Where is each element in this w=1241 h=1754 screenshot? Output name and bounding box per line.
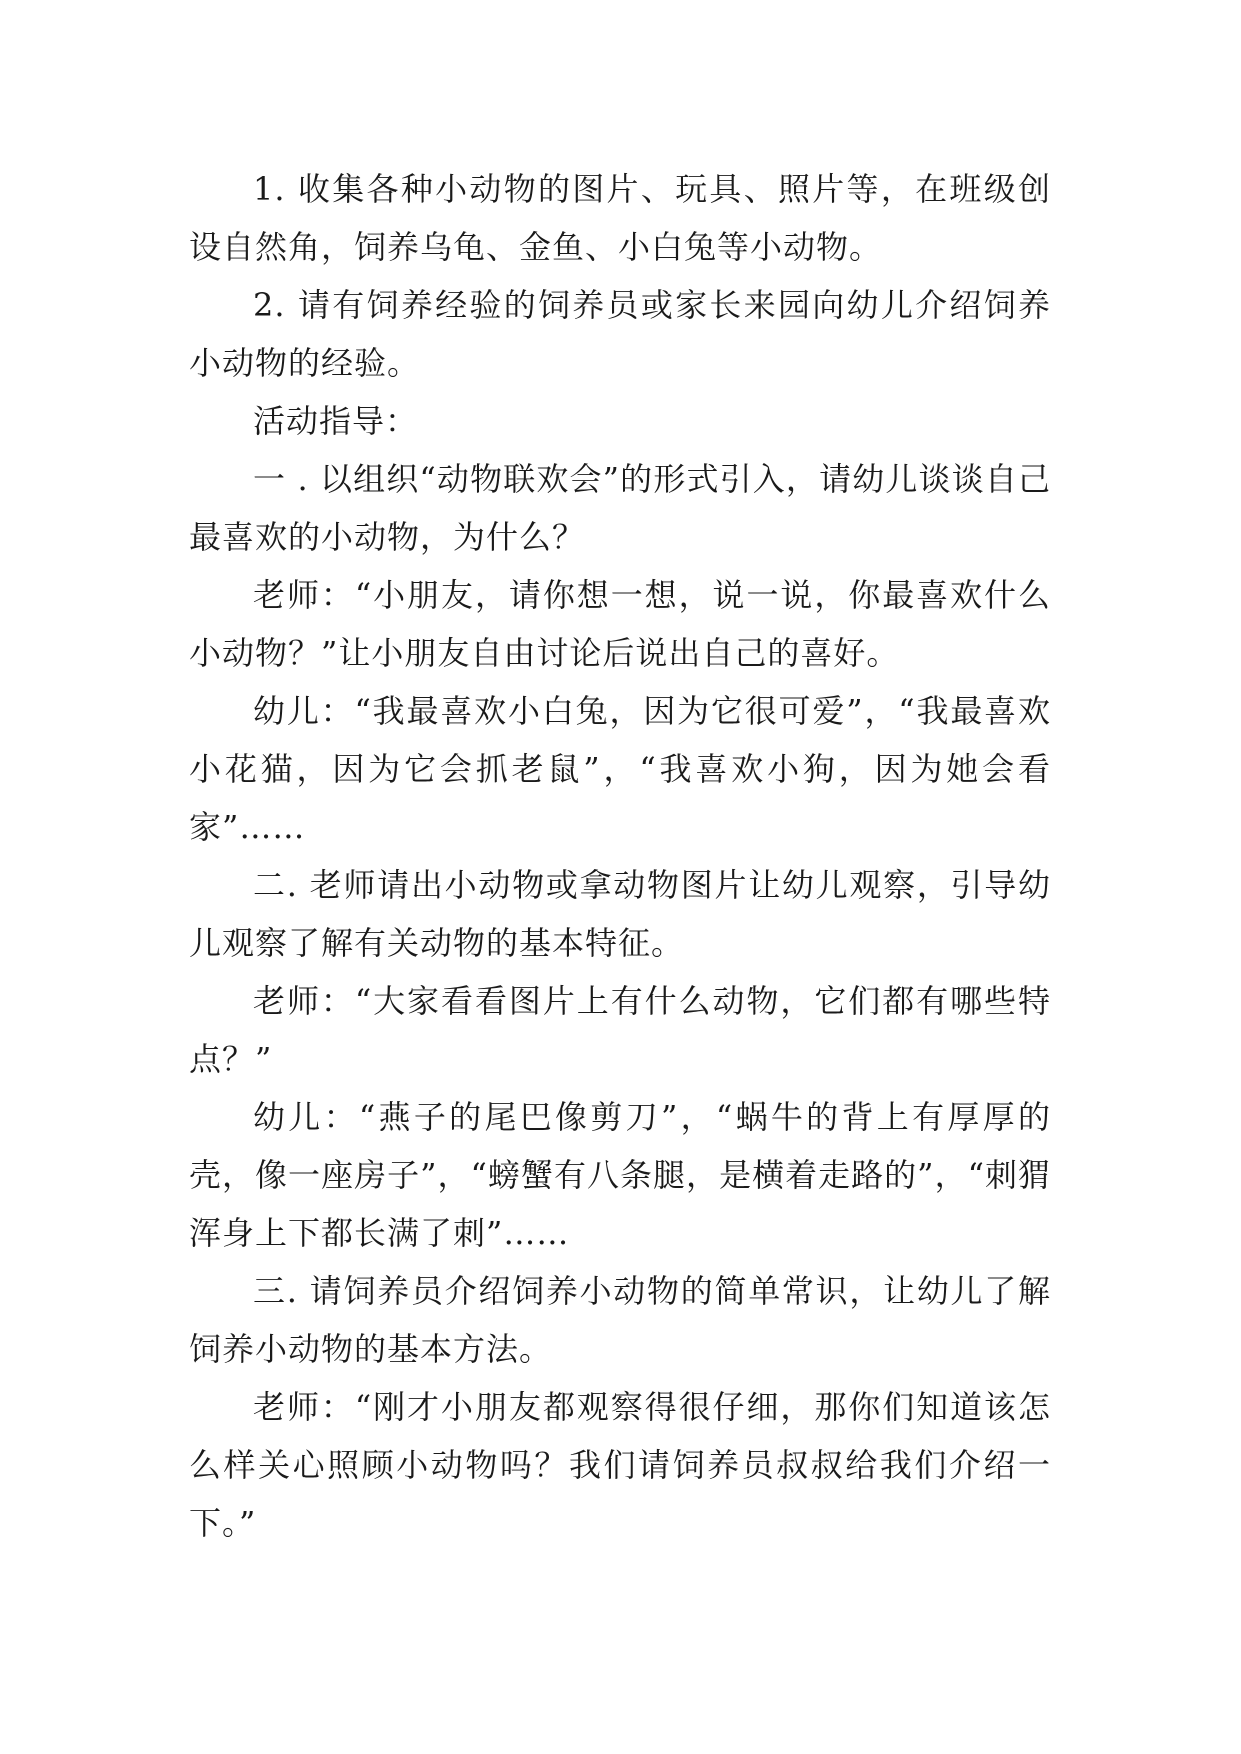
paragraph-step-3: 三. 请饲养员介绍饲养小动物的简单常识，让幼儿了解饲养小动物的基本方法。 bbox=[189, 1272, 1051, 1368]
paragraph-child-1: 幼儿：“我最喜欢小白兔，因为它很可爱”，“我最喜欢小花猫，因为它会抓老鼠”，“我喜欢小狗，因为她会看家”…… bbox=[189, 692, 1051, 846]
paragraph-step-2: 二. 老师请出小动物或拿动物图片让幼儿观察，引导幼儿观察了解有关动物的基本特征。 bbox=[189, 866, 1051, 962]
paragraph-teacher-1: 老师：“小朋友，请你想一想，说一说，你最喜欢什么小动物？”让小朋友自由讨论后说出自己的喜好。 bbox=[189, 576, 1051, 672]
paragraph-teacher-2: 老师：“大家看看图片上有什么动物，它们都有哪些特点？” bbox=[189, 982, 1051, 1078]
paragraph-step-1: 一 . 以组织“动物联欢会”的形式引入，请幼儿谈谈自己最喜欢的小动物，为什么？ bbox=[189, 460, 1051, 556]
document-body bbox=[189, 160, 1051, 1552]
paragraph-teacher-3: 老师：“刚才小朋友都观察得很仔细，那你们知道该怎么样关心照顾小动物吗？我们请饲养员叔叔给我们介绍一下。” bbox=[189, 1388, 1051, 1542]
paragraph-activity-heading: 活动指导： bbox=[253, 402, 419, 440]
paragraph-child-2: 幼儿：“燕子的尾巴像剪刀”，“蜗牛的背上有厚厚的壳，像一座房子”，“螃蟹有八条腿，是横着走路的”，“刺猬浑身上下都长满了刺”…… bbox=[189, 1098, 1051, 1252]
paragraph-preparation-2: 2. 请有饲养经验的饲养员或家长来园向幼儿介绍饲养小动物的经验。 bbox=[189, 286, 1051, 382]
paragraph-preparation-1: 1. 收集各种小动物的图片、玩具、照片等，在班级创设自然角，饲养乌龟、金鱼、小白兔等小动物。 bbox=[189, 170, 1051, 266]
